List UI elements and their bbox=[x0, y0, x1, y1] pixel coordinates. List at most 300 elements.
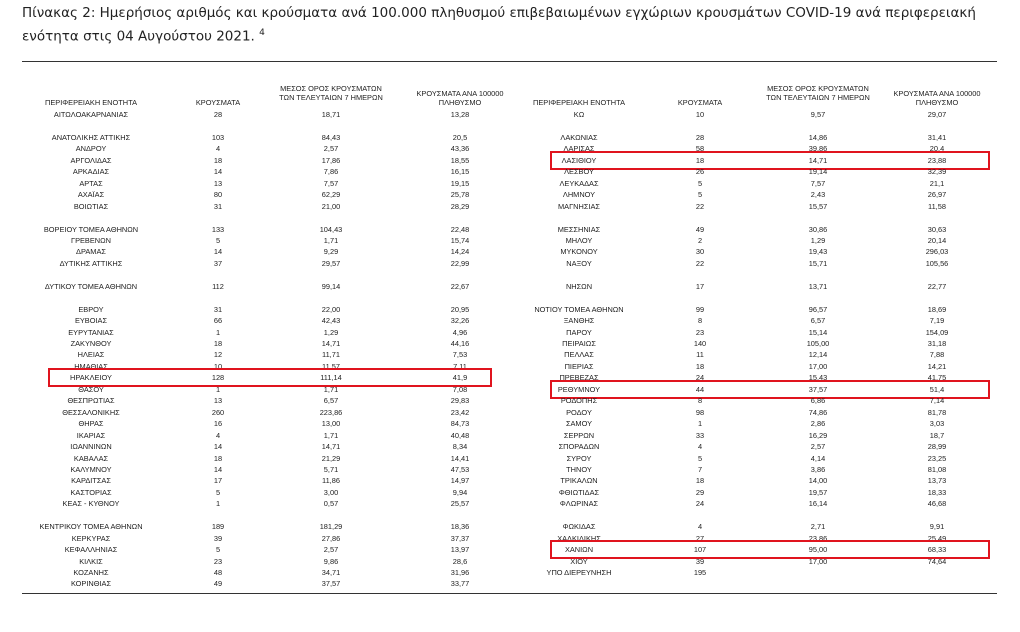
region-name-cell: ΤΡΙΚΑΛΩΝ bbox=[560, 476, 598, 486]
region-name-cell: ΚΑΛΥΜΝΟΥ bbox=[70, 464, 112, 474]
region-name-cell: ΧΙΟΥ bbox=[570, 556, 588, 566]
region-name-cell: ΣΑΜΟΥ bbox=[565, 419, 593, 429]
cases-value-cell: 49 bbox=[213, 579, 223, 589]
avg-value-cell: 2,86 bbox=[810, 419, 826, 429]
avg-value-cell: 104,43 bbox=[319, 224, 343, 234]
cases-value-cell: 112 bbox=[212, 281, 224, 291]
region-name-cell: ΕΒΡΟΥ bbox=[78, 304, 104, 314]
avg-value-cell: 15,57 bbox=[808, 201, 828, 211]
rate-value-cell: 20,5 bbox=[452, 132, 468, 142]
region-name-cell: ΜΕΣΣΗΝΙΑΣ bbox=[557, 224, 601, 234]
avg-value-cell: 0,57 bbox=[323, 499, 339, 509]
avg-value-cell: 42,43 bbox=[321, 316, 341, 326]
region-name-cell: ΔΡΑΜΑΣ bbox=[76, 247, 106, 257]
region-name-cell: ΛΑΣΙΘΙΟΥ bbox=[561, 155, 597, 165]
header-avg7-right bbox=[762, 84, 874, 102]
cases-value-cell: 13 bbox=[213, 178, 223, 188]
rate-value-cell: 18,33 bbox=[927, 487, 947, 497]
region-name-cell: ΡΕΘΥΜΝΟΥ bbox=[557, 384, 601, 394]
rate-value-cell: 25,57 bbox=[450, 499, 470, 509]
region-name-cell: ΘΕΣΠΡΩΤΙΑΣ bbox=[67, 396, 115, 406]
rate-value-cell: 81,78 bbox=[927, 407, 947, 417]
cases-value-cell: 5 bbox=[697, 178, 703, 188]
avg-value-cell: 4,14 bbox=[810, 453, 826, 463]
cases-value-cell: 28 bbox=[695, 132, 705, 142]
rate-value-cell: 25,78 bbox=[450, 190, 470, 200]
region-name-cell: ΔΥΤΙΚΟΥ ΤΟΜΕΑ ΑΘΗΝΩΝ bbox=[44, 281, 138, 291]
rate-value-cell: 296,03 bbox=[925, 247, 949, 257]
region-name-cell: ΦΘΙΩΤΙΔΑΣ bbox=[558, 487, 600, 497]
avg-value-cell: 74,86 bbox=[808, 407, 828, 417]
rate-value-cell bbox=[877, 567, 997, 578]
cases-value-cell: 103 bbox=[211, 132, 225, 142]
cases-value-cell: 13 bbox=[213, 396, 223, 406]
region-name-cell: ΣΕΡΡΩΝ bbox=[563, 430, 595, 440]
rate-value-cell: 31,18 bbox=[927, 339, 947, 348]
avg-value-cell: 11,86 bbox=[322, 476, 340, 486]
rate-value-cell: 22,99 bbox=[450, 258, 470, 268]
cases-value-cell: 18 bbox=[695, 361, 705, 371]
region-name-cell: ΠΑΡΟΥ bbox=[566, 327, 592, 337]
header-region-right: ΠΕΡΙΦΕΡΕΙΑΚΗ ΕΝΟΤΗΤΑ bbox=[533, 98, 625, 107]
avg-value-cell: 3,00 bbox=[323, 487, 339, 497]
rate-value-cell: 31,41 bbox=[927, 132, 947, 142]
cases-value-cell: 8 bbox=[697, 316, 703, 326]
rate-value-cell: 14,24 bbox=[450, 247, 470, 257]
cases-value-cell: 18 bbox=[213, 453, 223, 463]
cases-value-cell: 128 bbox=[211, 373, 225, 383]
region-name-cell: ΛΕΥΚΑΔΑΣ bbox=[559, 178, 599, 188]
rate-value-cell: 16,15 bbox=[450, 167, 470, 177]
cases-value-cell: 37 bbox=[213, 258, 223, 268]
cases-value-cell: 107 bbox=[693, 545, 707, 555]
avg-value-cell: 14,71 bbox=[321, 339, 341, 348]
cases-value-cell: 4 bbox=[215, 144, 221, 154]
avg-value-cell: 2,57 bbox=[810, 442, 826, 452]
region-name-cell: ΝΑΞΟΥ bbox=[566, 258, 592, 268]
rate-value-cell: 13,73 bbox=[927, 476, 947, 486]
header-avg7-right-line1: ΜΕΣΟΣ ΟΡΟΣ ΚΡΟΥΣΜΑΤΩΝ bbox=[767, 84, 869, 93]
cases-value-cell: 260 bbox=[211, 407, 225, 417]
region-name-cell: ΙΩΑΝΝΙΝΩΝ bbox=[70, 442, 112, 452]
cases-value-cell: 4 bbox=[215, 430, 221, 440]
rate-value-cell: 44,16 bbox=[450, 339, 470, 348]
header-cases-left: ΚΡΟΥΣΜΑΤΑ bbox=[195, 98, 241, 107]
region-name-cell: ΔΥΤΙΚΗΣ ΑΤΤΙΚΗΣ bbox=[59, 258, 123, 268]
avg-value-cell: 17,00 bbox=[808, 556, 828, 566]
region-name-cell: ΑΧΑΪΑΣ bbox=[77, 190, 105, 200]
rate-value-cell: 15,74 bbox=[450, 235, 470, 245]
rate-value-cell: 47,53 bbox=[450, 464, 470, 474]
rate-value-cell: 29,83 bbox=[450, 396, 470, 406]
avg-value-cell: 16,29 bbox=[808, 430, 828, 440]
region-name-cell: ΛΑΚΩΝΙΑΣ bbox=[560, 132, 598, 142]
avg-value-cell: 39,86 bbox=[808, 144, 828, 154]
header-cases-right: ΚΡΟΥΣΜΑΤΑ bbox=[677, 98, 723, 107]
rate-value-cell: 20,14 bbox=[927, 235, 947, 245]
cases-value-cell: 10 bbox=[695, 110, 705, 119]
region-name-cell: ΦΛΩΡΙΝΑΣ bbox=[559, 499, 599, 509]
cases-value-cell: 66 bbox=[213, 316, 223, 326]
rate-value-cell: 40,48 bbox=[450, 430, 470, 440]
rate-value-cell: 105,56 bbox=[925, 258, 949, 268]
region-name-cell: ΘΗΡΑΣ bbox=[78, 419, 104, 429]
region-name-cell: ΚΑΣΤΟΡΙΑΣ bbox=[70, 487, 112, 497]
rate-value-cell: 25,49 bbox=[927, 533, 947, 543]
rate-value-cell: 23,88 bbox=[927, 155, 947, 165]
avg-value-cell: 111,14 bbox=[320, 373, 342, 383]
rate-value-cell: 14,97 bbox=[450, 476, 470, 486]
region-name-cell: ΕΥΡΥΤΑΝΙΑΣ bbox=[68, 327, 114, 337]
rate-value-cell: 23,42 bbox=[450, 407, 470, 417]
rate-value-cell: 43,36 bbox=[450, 144, 470, 154]
cases-value-cell: 18 bbox=[695, 155, 705, 165]
avg-value-cell: 14,71 bbox=[321, 442, 341, 452]
rate-value-cell: 33,77 bbox=[450, 579, 470, 589]
region-name-cell: ΙΚΑΡΙΑΣ bbox=[76, 430, 106, 440]
cases-value-cell: 14 bbox=[213, 167, 223, 177]
avg-value-cell: 9,57 bbox=[810, 110, 826, 119]
region-name-cell: ΚΙΛΚΙΣ bbox=[79, 556, 103, 566]
avg-value-cell: 62,29 bbox=[321, 190, 341, 200]
cases-value-cell: 1 bbox=[215, 499, 221, 509]
avg-value-cell: 14,86 bbox=[808, 132, 828, 142]
avg-value-cell: 12,14 bbox=[808, 350, 828, 360]
header-per100k-left bbox=[400, 89, 520, 107]
avg-value-cell: 15,14 bbox=[808, 327, 828, 337]
avg-value-cell: 1,29 bbox=[810, 235, 826, 245]
cases-value-cell: 14 bbox=[213, 442, 223, 452]
region-name-cell: ΚΑΡΔΙΤΣΑΣ bbox=[71, 476, 111, 486]
cases-value-cell: 140 bbox=[693, 339, 707, 348]
rate-value-cell: 28,99 bbox=[927, 442, 947, 452]
cases-value-cell: 5 bbox=[215, 545, 221, 555]
region-name-cell: ΠΕΙΡΑΙΩΣ bbox=[562, 339, 596, 348]
region-name-cell: ΚΕΡΚΥΡΑΣ bbox=[71, 533, 111, 543]
avg-value-cell: 19,57 bbox=[808, 487, 828, 497]
region-name-cell: ΑΡΓΟΛΙΔΑΣ bbox=[70, 155, 112, 165]
rate-value-cell: 9,94 bbox=[452, 487, 468, 497]
header-per100k-right-line1: ΚΡΟΥΣΜΑΤΑ ΑΝΑ 100000 bbox=[893, 89, 981, 98]
rate-value-cell: 41,9 bbox=[452, 373, 468, 383]
header-per100k-left-line2: ΠΛΗΘΥΣΜΟ bbox=[438, 98, 482, 107]
avg-value-cell: 7,86 bbox=[323, 167, 339, 177]
cases-value-cell: 133 bbox=[211, 224, 225, 234]
region-name-cell: ΤΗΝΟΥ bbox=[566, 464, 592, 474]
header-per100k-right-line2: ΠΛΗΘΥΣΜΟ bbox=[915, 98, 959, 107]
header-avg7-left bbox=[275, 84, 387, 102]
avg-value-cell: 13,71 bbox=[808, 281, 828, 291]
cases-value-cell: 22 bbox=[695, 201, 705, 211]
cases-value-cell: 31 bbox=[213, 304, 223, 314]
cases-value-cell: 22 bbox=[695, 258, 705, 268]
avg-value-cell: 11,71 bbox=[322, 350, 340, 360]
cases-value-cell: 2 bbox=[697, 235, 703, 245]
avg-value-cell: 37,57 bbox=[808, 384, 828, 394]
cases-value-cell: 1 bbox=[697, 419, 703, 429]
region-name-cell: ΧΑΛΚΙΔΙΚΗΣ bbox=[557, 533, 601, 543]
avg-value-cell: 16,14 bbox=[808, 499, 828, 509]
avg-value-cell: 7,57 bbox=[323, 178, 339, 188]
header-region-left: ΠΕΡΙΦΕΡΕΙΑΚΗ ΕΝΟΤΗΤΑ bbox=[45, 98, 137, 107]
avg-value-cell: 30,86 bbox=[808, 224, 828, 234]
cases-value-cell: 12 bbox=[213, 350, 223, 360]
region-name-cell: ΚΕΑΣ - ΚΥΘΝΟΥ bbox=[62, 499, 120, 509]
avg-value-cell: 13,00 bbox=[321, 419, 341, 429]
rate-value-cell: 8,34 bbox=[452, 442, 468, 452]
cases-value-cell: 5 bbox=[215, 487, 221, 497]
rate-value-cell: 14,41 bbox=[450, 453, 470, 463]
header-per100k-left-line1: ΚΡΟΥΣΜΑΤΑ ΑΝΑ 100000 bbox=[416, 89, 504, 98]
cases-value-cell: 39 bbox=[213, 533, 223, 543]
region-name-cell: ΗΜΑΘΙΑΣ bbox=[74, 361, 108, 371]
table-top-rule bbox=[22, 61, 997, 62]
caption-text: Πίνακας 2: Ημερήσιος αριθμός και κρούσματα ανά 100.000 πληθυσμού επιβεβαιωμένων εγχώριων κρουσμάτων COVID-19 ανά περιφερειακή ενότητα στις 04 Αυγούστου 2021. bbox=[22, 5, 976, 45]
region-name-cell: ΑΝΑΤΟΛΙΚΗΣ ΑΤΤΙΚΗΣ bbox=[51, 132, 131, 142]
rate-value-cell: 28,29 bbox=[450, 201, 470, 211]
cases-value-cell: 1 bbox=[215, 384, 221, 394]
avg-value-cell: 29,57 bbox=[321, 258, 341, 268]
region-name-cell: ΞΑΝΘΗΣ bbox=[563, 316, 595, 326]
region-name-cell: ΜΑΓΝΗΣΙΑΣ bbox=[558, 201, 600, 211]
avg-value-cell: 1,71 bbox=[323, 235, 339, 245]
cases-value-cell: 5 bbox=[697, 453, 703, 463]
avg-value-cell: 2,57 bbox=[323, 545, 339, 555]
rate-value-cell: 19,15 bbox=[450, 178, 470, 188]
region-name-cell: ΚΟΡΙΝΘΙΑΣ bbox=[70, 579, 112, 589]
region-name-cell: ΧΑΝΙΩΝ bbox=[564, 545, 594, 555]
region-name-cell: ΖΑΚΥΝΘΟΥ bbox=[70, 339, 112, 348]
avg-value-cell: 6,57 bbox=[810, 316, 826, 326]
rate-value-cell: 18,7 bbox=[929, 430, 945, 440]
avg-value-cell: 2,43 bbox=[810, 190, 826, 200]
cases-value-cell: 24 bbox=[695, 373, 705, 383]
avg-value-cell: 6,57 bbox=[323, 396, 339, 406]
rate-value-cell: 20,95 bbox=[450, 304, 470, 314]
avg-value-cell: 3,86 bbox=[810, 464, 826, 474]
rate-value-cell: 28,6 bbox=[452, 556, 468, 566]
avg-value-cell: 1,71 bbox=[323, 384, 339, 394]
cases-value-cell: 18 bbox=[213, 155, 223, 165]
avg-value-cell: 15,71 bbox=[808, 258, 828, 268]
region-name-cell: ΕΥΒΟΙΑΣ bbox=[74, 316, 108, 326]
avg-value-cell: 14,00 bbox=[808, 476, 828, 486]
cases-value-cell: 10 bbox=[213, 361, 223, 371]
region-name-cell: ΚΑΒΑΛΑΣ bbox=[73, 453, 109, 463]
region-name-cell: ΛΗΜΝΟΥ bbox=[562, 190, 596, 200]
avg-value-cell: 18,71 bbox=[321, 110, 341, 119]
rate-value-cell: 23,25 bbox=[927, 453, 947, 463]
cases-value-cell: 5 bbox=[215, 235, 221, 245]
cases-value-cell: 189 bbox=[211, 522, 225, 532]
avg-value-cell: 17,00 bbox=[808, 361, 828, 371]
rate-value-cell: 32,26 bbox=[450, 316, 470, 326]
table-caption bbox=[22, 3, 1012, 47]
avg-value-cell: 27,86 bbox=[321, 533, 341, 543]
header-per100k-right bbox=[877, 89, 997, 107]
avg-value-cell: 2,57 bbox=[323, 144, 339, 154]
cases-value-cell: 17 bbox=[695, 281, 705, 291]
cases-value-cell: 27 bbox=[695, 533, 705, 543]
header-avg7-left-line2: ΤΩΝ ΤΕΛΕΥΤΑΙΩΝ 7 ΗΜΕΡΩΝ bbox=[279, 93, 383, 102]
region-name-cell: ΑΡΚΑΔΙΑΣ bbox=[72, 167, 110, 177]
cases-value-cell: 11 bbox=[696, 350, 704, 360]
region-name-cell: ΠΙΕΡΙΑΣ bbox=[564, 361, 594, 371]
avg-value-cell: 9,86 bbox=[323, 556, 339, 566]
rate-value-cell: 7,88 bbox=[929, 350, 945, 360]
avg-value-cell: 6,86 bbox=[810, 396, 826, 406]
region-name-cell: ΚΕΝΤΡΙΚΟΥ ΤΟΜΕΑ ΑΘΗΝΩΝ bbox=[39, 522, 143, 532]
region-name-cell: ΑΝΔΡΟΥ bbox=[75, 144, 107, 154]
rate-value-cell: 4,96 bbox=[452, 327, 468, 337]
cases-value-cell: 26 bbox=[695, 167, 705, 177]
avg-value-cell: 19,14 bbox=[808, 167, 828, 177]
region-name-cell: ΚΩ bbox=[573, 110, 585, 119]
region-name-cell: ΝΟΤΙΟΥ ΤΟΜΕΑ ΑΘΗΝΩΝ bbox=[534, 304, 624, 314]
rate-value-cell: 14,21 bbox=[927, 361, 947, 371]
rate-value-cell: 154,09 bbox=[925, 327, 949, 337]
rate-value-cell: 31,96 bbox=[450, 568, 470, 577]
region-name-cell: ΗΡΑΚΛΕΙΟΥ bbox=[70, 373, 112, 383]
caption-footnote: 4 bbox=[259, 28, 265, 38]
region-name-cell: ΠΕΛΛΑΣ bbox=[564, 350, 594, 360]
rate-value-cell: 22,77 bbox=[927, 281, 947, 291]
header-avg7-right-line2: ΤΩΝ ΤΕΛΕΥΤΑΙΩΝ 7 ΗΜΕΡΩΝ bbox=[766, 93, 870, 102]
region-name-cell: ΣΠΟΡΑΔΩΝ bbox=[558, 442, 600, 452]
region-name-cell: ΘΕΣΣΑΛΟΝΙΚΗΣ bbox=[62, 407, 120, 417]
cases-value-cell: 5 bbox=[697, 190, 703, 200]
avg-value-cell: 22,00 bbox=[321, 304, 341, 314]
rate-value-cell: 11,58 bbox=[928, 201, 946, 211]
cases-value-cell: 14 bbox=[213, 464, 223, 474]
region-name-cell: ΠΡΕΒΕΖΑΣ bbox=[559, 373, 599, 383]
cases-value-cell: 4 bbox=[697, 522, 703, 532]
cases-value-cell: 33 bbox=[695, 430, 705, 440]
avg-value-cell: 84,43 bbox=[321, 132, 341, 142]
rate-value-cell: 3,03 bbox=[929, 419, 945, 429]
avg-value-cell: 23,86 bbox=[808, 533, 828, 543]
rate-value-cell: 7,53 bbox=[452, 350, 468, 360]
rate-value-cell: 13,97 bbox=[450, 545, 470, 555]
cases-value-cell: 49 bbox=[695, 224, 705, 234]
avg-value-cell: 37,57 bbox=[321, 579, 341, 589]
cases-value-cell: 24 bbox=[695, 499, 705, 509]
rate-value-cell: 32,39 bbox=[927, 167, 947, 177]
region-name-cell: ΗΛΕΙΑΣ bbox=[77, 350, 105, 360]
region-name-cell: ΒΟΡΕΙΟΥ ΤΟΜΕΑ ΑΘΗΝΩΝ bbox=[43, 224, 139, 234]
rate-value-cell: 74,64 bbox=[927, 556, 947, 566]
region-name-cell: ΜΗΛΟΥ bbox=[565, 235, 593, 245]
rate-value-cell: 7,19 bbox=[929, 316, 945, 326]
avg-value-cell: 1,29 bbox=[323, 327, 339, 337]
rate-value-cell: 18,55 bbox=[450, 155, 470, 165]
rate-value-cell: 13,28 bbox=[450, 110, 470, 119]
avg-value-cell: 17,86 bbox=[321, 155, 341, 165]
rate-value-cell: 18,36 bbox=[450, 522, 470, 532]
cases-value-cell: 80 bbox=[213, 190, 223, 200]
region-name-cell: ΣΥΡΟΥ bbox=[566, 453, 592, 463]
rate-value-cell: 41,75 bbox=[927, 373, 947, 383]
avg-value-cell: 7,57 bbox=[810, 178, 826, 188]
cases-value-cell: 8 bbox=[697, 396, 703, 406]
region-name-cell: ΝΗΣΩΝ bbox=[565, 281, 593, 291]
cases-value-cell: 195 bbox=[693, 568, 707, 577]
rate-value-cell: 46,68 bbox=[927, 499, 947, 509]
cases-value-cell: 18 bbox=[695, 476, 705, 486]
avg-value-cell: 19,43 bbox=[808, 247, 828, 257]
avg-value-cell: 1,71 bbox=[323, 430, 339, 440]
rate-value-cell: 20,4 bbox=[929, 144, 945, 154]
cases-value-cell: 48 bbox=[213, 568, 223, 577]
rate-value-cell: 84,73 bbox=[450, 419, 470, 429]
rate-value-cell: 18,69 bbox=[927, 304, 947, 314]
region-name-cell: ΓΡΕΒΕΝΩΝ bbox=[71, 235, 111, 245]
region-name-cell: ΥΠΟ ΔΙΕΡΕΥΝΗΣΗ bbox=[546, 568, 612, 577]
region-name-cell: ΛΑΡΙΣΑΣ bbox=[563, 144, 595, 154]
rate-value-cell: 7,14 bbox=[929, 396, 945, 406]
rate-value-cell: 37,37 bbox=[450, 533, 470, 543]
cases-value-cell: 28 bbox=[213, 110, 223, 119]
rate-value-cell: 30,63 bbox=[927, 224, 947, 234]
cases-value-cell: 1 bbox=[215, 327, 221, 337]
avg-value-cell: 14,71 bbox=[808, 155, 828, 165]
rate-value-cell: 7,08 bbox=[452, 384, 468, 394]
avg-value-cell: 9,29 bbox=[323, 247, 339, 257]
avg-value-cell: 105,00 bbox=[806, 339, 830, 348]
avg-value-cell: 5,71 bbox=[323, 464, 339, 474]
avg-value-cell: 11,57 bbox=[322, 361, 340, 371]
cases-value-cell: 98 bbox=[695, 407, 705, 417]
avg-value-cell: 96,57 bbox=[808, 304, 828, 314]
avg-value-cell: 99,14 bbox=[321, 281, 341, 291]
rate-value-cell: 21,1 bbox=[929, 178, 945, 188]
avg-value-cell: 181,29 bbox=[319, 522, 343, 532]
cases-value-cell: 39 bbox=[695, 556, 705, 566]
cases-value-cell: 18 bbox=[213, 339, 223, 348]
region-name-cell: ΡΟΔΟΠΗΣ bbox=[560, 396, 598, 406]
rate-value-cell: 9,91 bbox=[929, 522, 945, 532]
rate-value-cell: 26,97 bbox=[927, 190, 947, 200]
cases-value-cell: 58 bbox=[695, 144, 705, 154]
region-name-cell: ΚΕΦΑΛΛΗΝΙΑΣ bbox=[64, 545, 118, 555]
rate-value-cell: 7,11 bbox=[453, 361, 467, 371]
region-name-cell: ΑΡΤΑΣ bbox=[79, 178, 103, 188]
header-avg7-left-line1: ΜΕΣΟΣ ΟΡΟΣ ΚΡΟΥΣΜΑΤΩΝ bbox=[280, 84, 382, 93]
rate-value-cell: 81,08 bbox=[927, 464, 947, 474]
avg-value-cell: 15,43 bbox=[808, 373, 828, 383]
region-name-cell: ΜΥΚΟΝΟΥ bbox=[560, 247, 598, 257]
avg-value-cell: 21,00 bbox=[321, 201, 341, 211]
region-name-cell: ΦΩΚΙΔΑΣ bbox=[562, 522, 596, 532]
avg-value-cell: 223,86 bbox=[319, 407, 343, 417]
region-name-cell: ΒΟΙΩΤΙΑΣ bbox=[73, 201, 109, 211]
rate-value-cell: 22,67 bbox=[450, 281, 470, 291]
cases-value-cell: 7 bbox=[697, 464, 703, 474]
rate-value-cell: 51,4 bbox=[929, 384, 945, 394]
avg-value-cell: 95,00 bbox=[808, 545, 828, 555]
cases-value-cell: 23 bbox=[695, 327, 705, 337]
cases-value-cell: 17 bbox=[213, 476, 223, 486]
cases-value-cell: 31 bbox=[213, 201, 223, 211]
region-name-cell: ΛΕΣΒΟΥ bbox=[564, 167, 594, 177]
region-name-cell: ΑΙΤΩΛΟΑΚΑΡΝΑΝΙΑΣ bbox=[53, 110, 129, 119]
cases-value-cell: 30 bbox=[695, 247, 705, 257]
cases-value-cell: 44 bbox=[695, 384, 705, 394]
avg-value-cell bbox=[762, 567, 874, 578]
avg-value-cell: 2,71 bbox=[810, 522, 826, 532]
rate-value-cell: 22,48 bbox=[450, 224, 470, 234]
table-bottom-rule bbox=[22, 593, 997, 594]
